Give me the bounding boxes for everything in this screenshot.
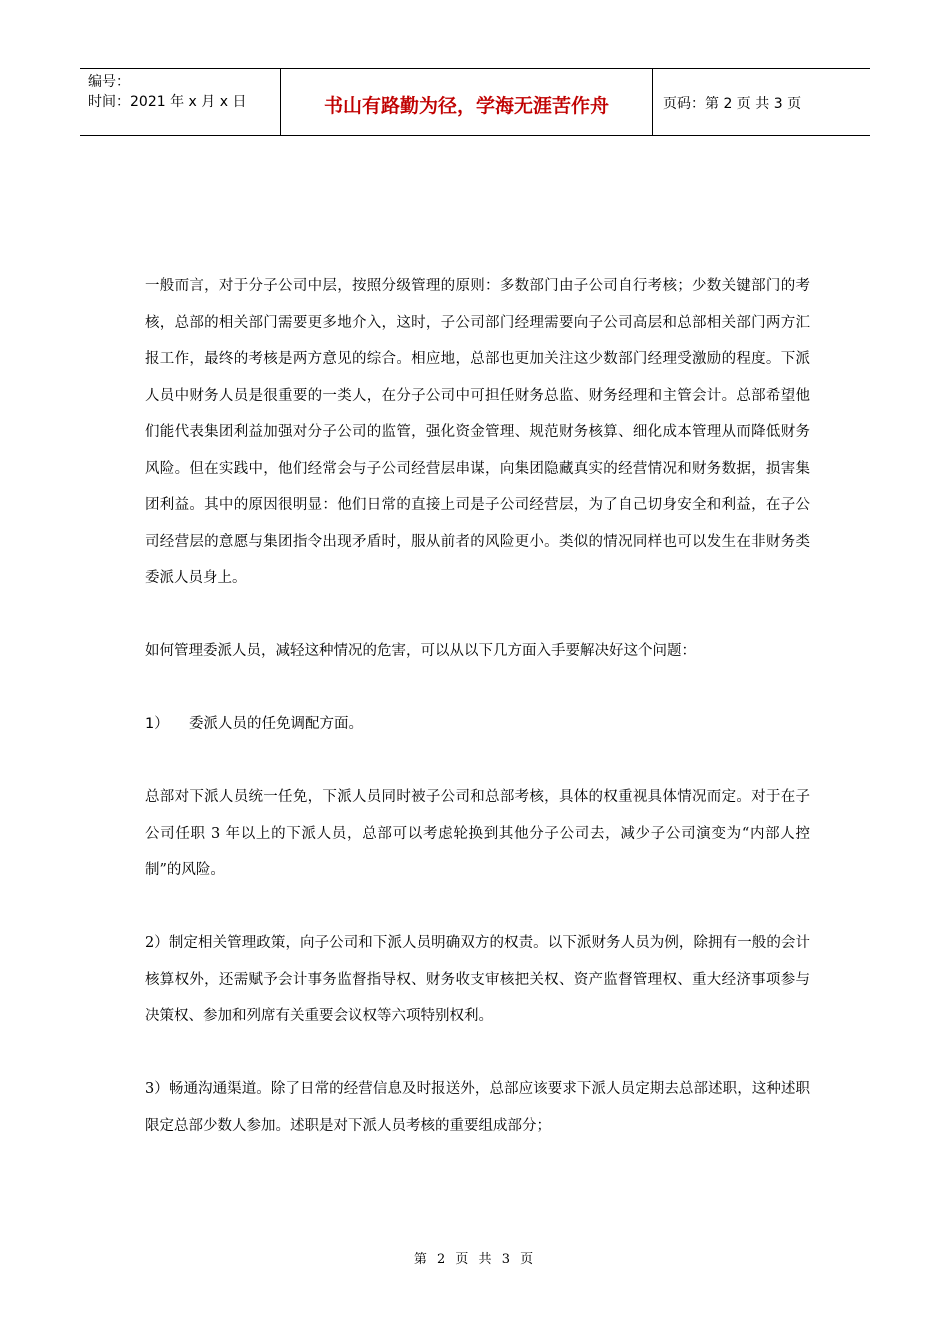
header-motto: 书山有路勤为径，学海无涯苦作舟 — [281, 69, 653, 135]
paragraph-2: 如何管理委派人员，减轻这种情况的危害，可以从以下几方面入手要解决好这个问题： — [145, 643, 696, 659]
list-item-1-text: 委派人员的任免调配方面。 — [189, 716, 363, 732]
paragraph-3: 总部对下派人员统一任免，下派人员同时被子公司和总部考核，具体的权重视具体情况而定。对于在子公司任职 3 年以上的下派人员，总部可以考虑轮换到其他分子公司去，减少子公司演变为“内部人控制”的风险。 — [145, 789, 810, 878]
paragraph-5: 3）畅通沟通渠道。除了日常的经营信息及时报送外，总部应该要求下派人员定期去总部述职，这种述职限定总部少数人参加。述职是对下派人员考核的重要组成部分； — [145, 1081, 810, 1134]
number-label: 编号： — [88, 74, 130, 90]
paragraph-4: 2）制定相关管理政策，向子公司和下派人员明确双方的权责。以下派财务人员为例，除拥有一般的会计核算权外，还需赋予会计事务监督指导权、财务收支审核把关权、资产监督管理权、重大经济事项参与决策权、参加和列席有关重要会议权等六项特别权利。 — [145, 935, 810, 1024]
list-item-1-marker: 1） — [145, 716, 169, 732]
header-meta — [80, 69, 281, 135]
list-item-1 — [145, 706, 810, 743]
paragraph-1: 一般而言，对于分子公司中层，按照分级管理的原则：多数部门由子公司自行考核；少数关键部门的考核，总部的相关部门需要更多地介入，这时，子公司部门经理需要向子公司高层和总部相关部门两方汇报工作，最终的考核是两方意见的综合。相应地，总部也更加关注这少数部门经理受激励的程度。下派人员中财务人员是很重要的一类人，在分子公司中可担任财务总监、财务经理和主管会计。总部希望他们能代表集团利益加强对分子公司的监管，强化资金管理、规范财务核算、细化成本管理从而降低财务风险。但在实践中，他们经常会与子公司经营层串谋，向集团隐藏真实的经营情况和财务数据，损害集团利益。其中的原因很明显：他们日常的直接上司是子公司经营层，为了自己切身安全和利益，在子公司经营层的意愿与集团指令出现矛盾时，服从前者的风险更小。类似的情况同样也可以发生在非财务类委派人员身上。 — [145, 278, 810, 586]
date-label: 时间：2021 年 x 月 x 日 — [88, 94, 247, 110]
header-page-code: 页码：第 2 页 共 3 页 — [663, 96, 802, 112]
document-header — [80, 68, 870, 136]
document-body — [145, 268, 810, 1144]
page-footer: 第 2 页 共 3 页 — [413, 1252, 537, 1267]
